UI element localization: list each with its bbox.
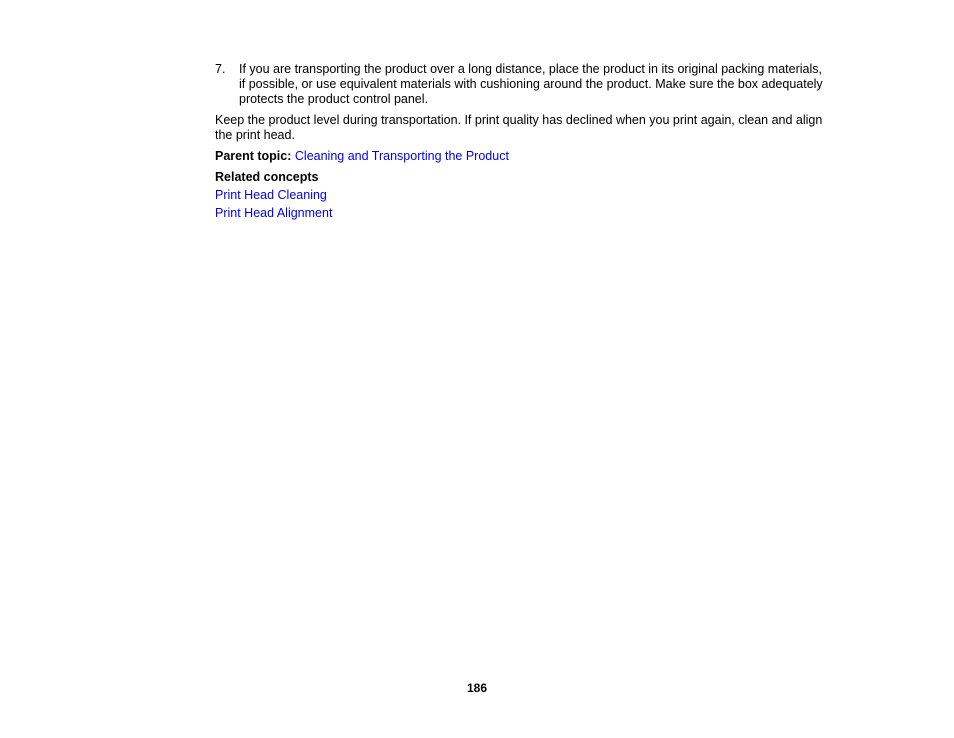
list-item — [215, 206, 825, 221]
transport-paragraph: Keep the product level during transportation. If print quality has declined when you print again, clean and align the print head. — [215, 113, 823, 142]
related-link-print-head-alignment[interactable]: Print Head Alignment — [215, 206, 333, 220]
related-link-print-head-cleaning[interactable]: Print Head Cleaning — [215, 188, 327, 202]
parent-topic — [215, 149, 825, 164]
step-item — [215, 62, 825, 107]
step-text: If you are transporting the product over a long distance, place the product in its original packing materials, if possible, or use equivalent materials with cushioning around the product. Make sure the box adequately protects the product control panel. — [239, 62, 823, 106]
page-number: 186 — [466, 681, 488, 695]
related-concepts-heading: Related concepts — [215, 170, 319, 184]
related-concepts-list — [215, 188, 825, 221]
parent-topic-link[interactable]: Cleaning and Transporting the Product — [294, 149, 509, 163]
list-item — [215, 188, 825, 203]
parent-topic-label: Parent topic: — [215, 149, 292, 163]
step-number: 7. — [215, 62, 226, 76]
page-content — [215, 62, 825, 224]
